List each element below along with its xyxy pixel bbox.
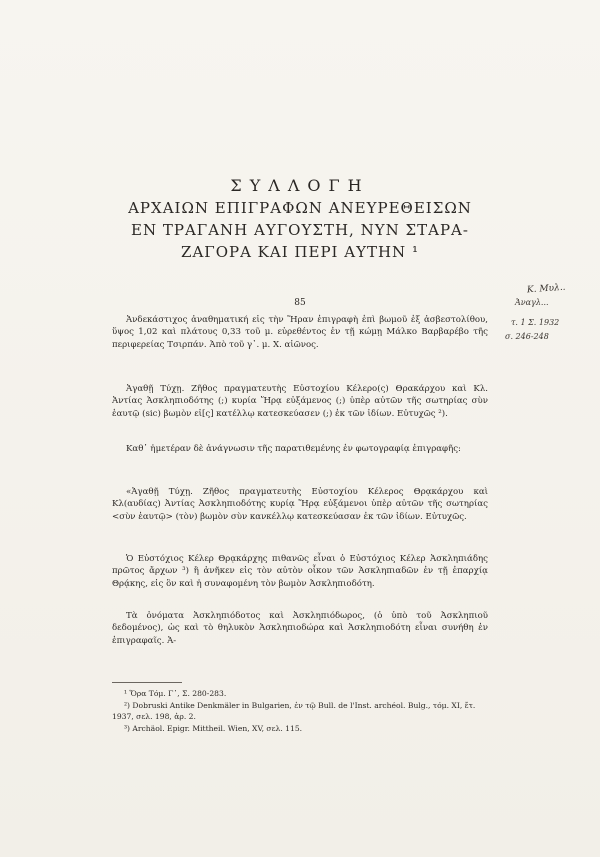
title-line-2: ΑΡΧΑΙΩΝ ΕΠΙΓΡΑΦΩΝ ΑΝΕΥΡΕΘΕΙΣΩΝ — [128, 199, 472, 217]
handwritten-line-4: σ. 246-248 — [505, 332, 549, 341]
footnote-2: ²) Dobruski Antike Denkmäler in Bulgarien, ἐν τῷ Bull. de l'Inst. archéol. Bulg., τόμ. ΧΙ, ἔτ. 1937, σελ. 198, ἀρ. 2. — [112, 700, 476, 721]
title-line-4: ΖΑΓΟΡΑ ΚΑΙ ΠΕΡΙ ΑΥΤΗΝ ¹ — [181, 243, 419, 261]
footnote-1: ¹ Ὅρα Τόμ. Γ᾽, Σ. 280-283. — [124, 689, 227, 698]
paragraph-2: Ἀγαθῇ Τύχῃ. Ζῆθος πραγματευτὴς Εὐστοχίου Κέλερο(ς) Θρακάρχου καὶ Κλ. Ἀντίας Ἀσκληπιοδότης (;) κυρία Ἥρᾳ εὐξάμενος (;) ὑπὲρ αὐτῶν τῆς σωτηρίας σὺν ἑαυτῷ (sic) βωμὸν εἰ[ς] κατέλλῳ κατεσκεύασεν (;) ἐκ τῶν ἰδίων. Εὐτυχῶς ²). — [112, 384, 488, 419]
footnotes — [112, 688, 488, 734]
footnote-3: ³) Archäol. Epigr. Mittheil. Wien, XV, σελ. 115. — [124, 723, 303, 733]
handwritten-line-2: Ἀναγλ... — [515, 298, 549, 307]
handwritten-annotation — [497, 282, 597, 382]
paragraph-1: Ἀνδεκάστιχος ἀναθηματική εἰς τὴν Ἥραν ἐπιγραφὴ ἐπὶ βωμοῦ ἐξ ἀσβεστολίθου, ὕψος 1,02 καὶ πλάτους 0,33 τοῦ μ. εὑρεθέντος ἐν τῇ κώμῃ Μάλκο Βαρβαρέβο τῆς περιφερείας Τσιρπάν. Ἀπὸ τοῦ γ᾽. μ. Χ. αἰῶνος. — [112, 315, 488, 350]
title-line-3: ΕΝ ΤΡΑΓΑΝΗ ΑΥΓΟΥΣΤΗ, ΝΥΝ ΣΤΑΡΑ- — [131, 221, 469, 239]
paragraph-3: Καθ᾽ ἡμετέραν δὲ ἀνάγνωσιν τῆς παρατιθεμένης ἐν φωτογραφίᾳ ἐπιγραφῆς: — [126, 444, 461, 454]
handwritten-line-1: Κ. Μυλ.. — [526, 282, 566, 296]
title-line-1: ΣΥΛΛΟΓΗ — [230, 176, 370, 195]
paragraph-4: «Ἀγαθῇ Τύχῃ. Ζῆθος πραγματευτὴς Εὐστοχίου Κέλερος Θρᾳκάρχου καὶ Κλ(αυδίας) Ἀντίας Ἀσκληπιοδότης κυρίᾳ Ἥρᾳ εὐξάμενοι ὑπὲρ αὐτῶν τῆς σωτηρίας <σὺν ἑαυτῷ> (τὸν) βωμὸν σὺν κανκέλλῳ κατεσκεύασαν ἐκ τῶν ἰδίων. Εὐτυχῶς. — [112, 487, 488, 522]
section-number: 85 — [294, 298, 306, 308]
footnote-divider — [112, 682, 182, 683]
handwritten-line-3: τ. 1 Σ. 1932 — [511, 318, 560, 327]
paragraph-6: Τὰ ὀνόματα Ἀσκληπιόδοτος καὶ Ἀσκληπιόδωρος, (ὁ ὑπὸ τοῦ Ἀσκληπιοῦ δεδομένος), ὡς καὶ τὸ θηλυκὸν Ἀσκληπιοδώρα καὶ Ἀσκληπιοδότη εἶναι συνήθη ἐν ἐπιγραφαῖς. Ἀ- — [112, 611, 488, 646]
document-title — [120, 175, 480, 263]
paragraph-5: Ὁ Εὐστόχιος Κέλερ Θρᾳκάρχης πιθανῶς εἶναι ὁ Εὐστόχιος Κέλερ Ἀσκληπιάδης πρῶτος ἄρχων ³) ἢ ἀνῆκεν εἰς τὸν αὐτὸν οἶκον τῶν Ἀσκληπιαδῶν ἐν τῇ ἐπαρχίᾳ Θρᾴκης, εἰς ὃν καὶ ἡ συναφομένη τὸν βωμὸν Ἀσκληπιοδότη. — [112, 554, 488, 589]
